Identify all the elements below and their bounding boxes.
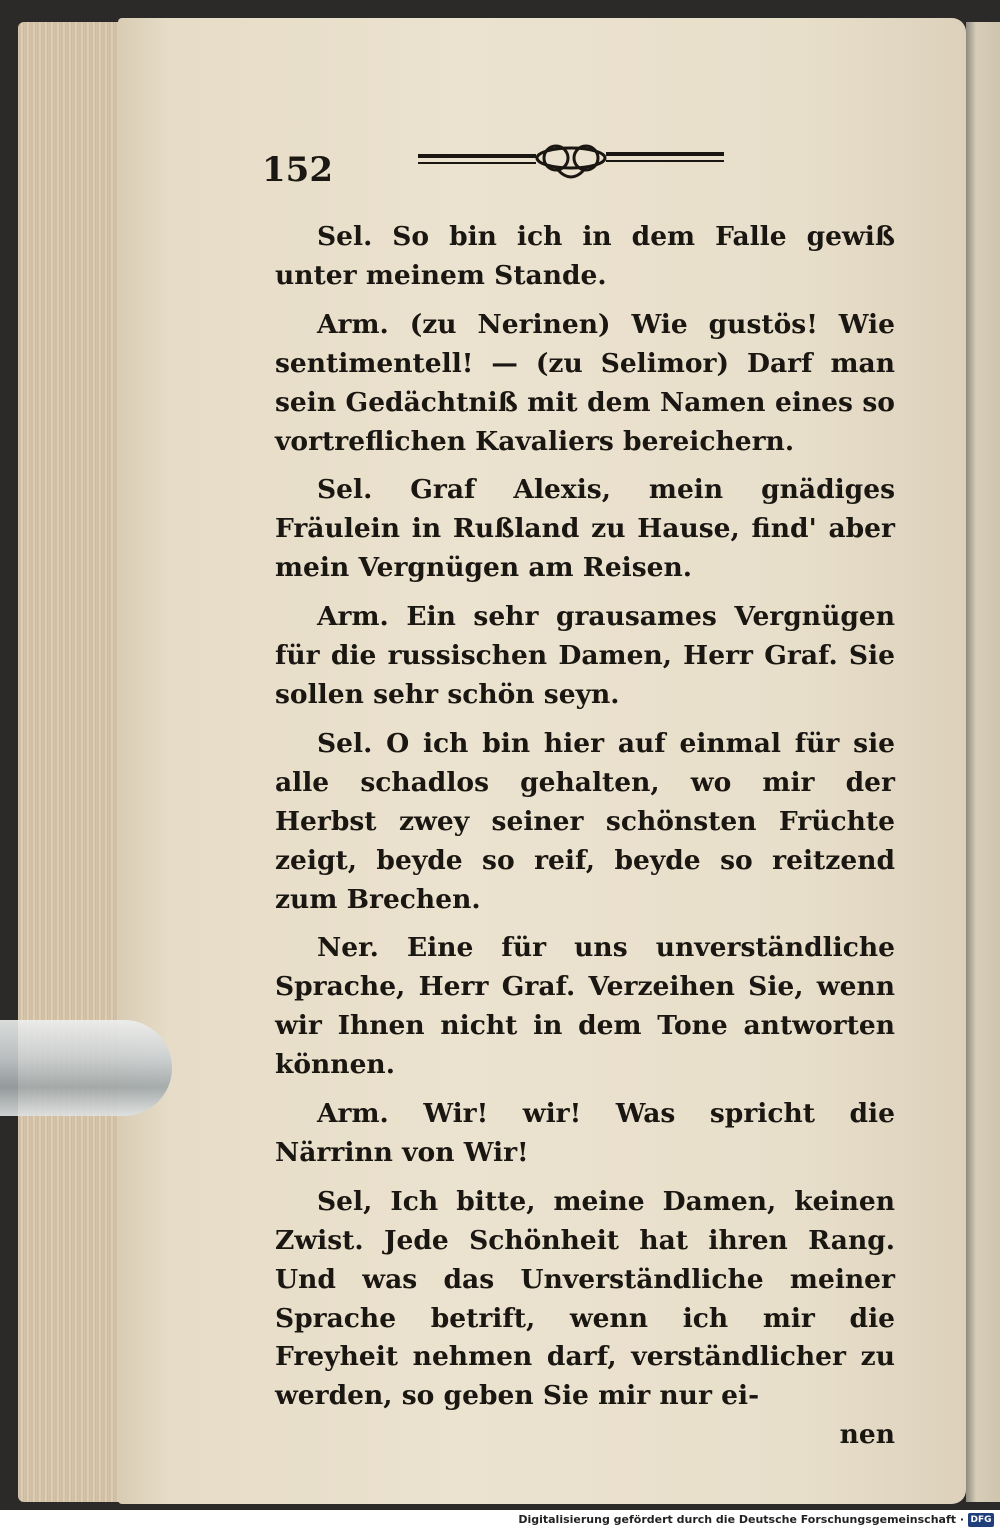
page-body-text	[275, 218, 895, 1455]
paragraph: Sel. Graf Alexis, mein gnädiges Fräulein in Rußland zu Hause, find' aber mein Vergnügen am Reisen.	[275, 474, 895, 584]
next-page-edge	[966, 22, 1000, 1502]
paragraph: Ner. Eine für uns unverständliche Sprache, Herr Graf. Verzeihen Sie, wenn wir Ihnen nicht in dem Tone antworten können.	[275, 932, 895, 1081]
paragraph: Arm. Ein sehr grausames Vergnügen für die russischen Damen, Herr Graf. Sie sollen sehr schön seyn.	[275, 601, 895, 710]
footer-bar	[0, 1510, 1000, 1532]
footer-credit: Digitalisierung gefördert durch die Deutsche Forschungsgemeinschaft ·	[518, 1513, 964, 1526]
page-clip	[0, 1020, 172, 1116]
header-ornament	[418, 140, 724, 184]
catchword: nen	[839, 1419, 895, 1451]
paragraph: Sel. O ich bin hier auf einmal für sie alle schadlos gehalten, wo mir der Herbst zwey seiner schönsten Früchte zeigt, beyde so reif, beyde so reitzend zum Brechen.	[275, 727, 895, 915]
paragraph: Sel, Ich bitte, meine Damen, keinen Zwist. Jede Schönheit hat ihren Rang. Und was das Unverständliche meiner Sprache betrift, wenn ich mir die Freyheit nehmen darf, verständlicher zu werden, so geben Sie mir nur ei-	[275, 1185, 895, 1412]
dfg-logo-icon: DFG	[968, 1513, 994, 1527]
page-number: 152	[262, 150, 333, 190]
paragraph: Sel. So bin ich in dem Falle gewiß unter meinem Stande.	[275, 221, 895, 291]
paragraph: Arm. Wir! wir! Was spricht die Närrinn von Wir!	[275, 1098, 895, 1168]
paragraph: Arm. (zu Nerinen) Wie gustös! Wie sentimentell! — (zu Selimor) Darf man sein Gedächtniß mit dem Namen eines so vortreflichen Kavaliers bereichern.	[275, 308, 895, 457]
book-page-stack	[18, 22, 123, 1502]
